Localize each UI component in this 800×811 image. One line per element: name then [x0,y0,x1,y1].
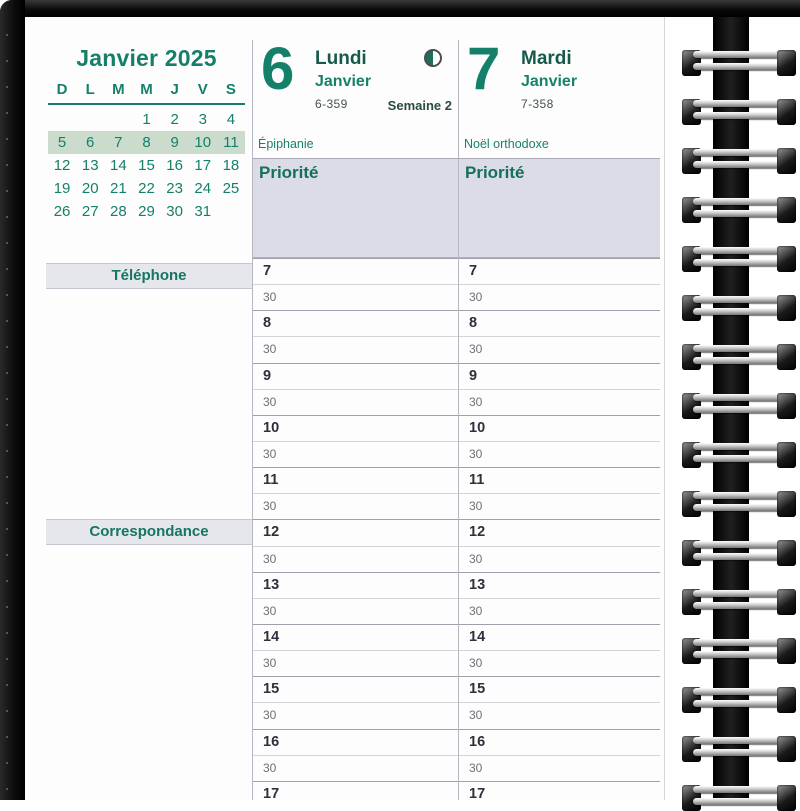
mini-calendar-day: 17 [194,157,212,174]
time-grid [459,258,660,800]
mini-calendar-day: 15 [138,157,155,174]
mini-calendar-day: 8 [142,134,151,151]
time-slot-half-hour: 30 [459,650,660,676]
mini-calendar [48,45,245,223]
mini-calendar-day: 26 [53,203,71,220]
binding-coil [682,344,796,370]
mini-calendar-day [104,108,132,131]
time-slot-hour: 17 [459,781,660,800]
mini-calendar-day: 11 [223,134,239,151]
mini-calendar-day: 9 [170,134,179,151]
holiday-label: Épiphanie [258,137,314,151]
time-slot-hour: 7 [459,258,660,284]
mini-calendar-day: 27 [81,203,99,220]
mini-calendar-weeks [48,108,245,223]
mini-calendar-day: 30 [166,203,183,220]
priority-label: Priorité [259,163,319,182]
time-slot-hour: 16 [253,729,458,755]
binding-coil [682,295,796,321]
day-number: 7 [467,35,501,102]
day-name: Mardi [521,48,572,69]
mini-calendar-day-header: M [112,81,125,98]
mini-calendar-day: 18 [222,157,240,174]
time-slot-hour: 9 [253,363,458,389]
time-slot-half-hour: 30 [253,546,458,572]
time-slot-hour: 15 [253,676,458,702]
time-slot-hour: 14 [459,624,660,650]
mini-calendar-day: 13 [81,157,99,174]
day-of-year-counter: 7-358 [521,97,554,111]
time-slot-hour: 10 [253,415,458,441]
day-name: Lundi [315,48,367,69]
time-slot-hour: 8 [253,310,458,336]
priority-section [253,158,458,258]
binding-coil [682,540,796,566]
mini-calendar-day: 2 [170,111,179,128]
time-slot-hour: 14 [253,624,458,650]
mini-calendar-day: 7 [114,134,123,151]
binding-coil [682,442,796,468]
time-slot-half-hour: 30 [459,441,660,467]
mini-calendar-day: 23 [166,180,183,197]
time-slot-half-hour: 30 [459,755,660,781]
time-slot-hour: 15 [459,676,660,702]
binding-coil [682,50,796,76]
day-of-year-counter: 6-359 [315,97,348,111]
mini-calendar-day: 20 [81,180,99,197]
day-number: 6 [261,35,295,102]
cover-left-edge [0,0,25,800]
mini-calendar-day: 29 [138,203,155,220]
binding-coil [682,197,796,223]
mini-calendar-day-header: S [225,81,236,98]
time-slot-half-hour: 30 [253,493,458,519]
mini-calendar-day: 21 [110,180,127,197]
mini-calendar-day: 16 [166,157,183,174]
mini-calendar-day [76,108,104,131]
time-slot-half-hour: 30 [459,598,660,624]
mini-calendar-day-header: M [140,81,153,98]
mini-calendar-day: 24 [194,180,212,197]
time-slot-half-hour: 30 [253,336,458,362]
binding-coil [682,393,796,419]
mini-calendar-day: 3 [198,111,207,128]
time-slot-hour: 11 [459,467,660,493]
mini-calendar-divider [48,103,245,105]
time-slot-half-hour: 30 [253,702,458,728]
priority-section [459,158,660,258]
mini-calendar-day: 5 [57,134,67,151]
binding-coil [682,785,796,811]
mini-calendar-day: 10 [194,134,212,151]
time-slot-half-hour: 30 [459,546,660,572]
time-slot-half-hour: 30 [253,650,458,676]
time-slot-half-hour: 30 [459,493,660,519]
mini-calendar-day: 4 [226,111,236,128]
moon-phase-icon [424,49,442,67]
mini-calendar-week-row [48,200,245,223]
time-slot-hour: 9 [459,363,660,389]
mini-calendar-day-header: J [170,81,179,98]
time-slot-half-hour: 30 [459,389,660,415]
mini-calendar-day-header: L [85,81,95,98]
mini-calendar-day: 12 [53,157,71,174]
time-slot-hour: 10 [459,415,660,441]
time-slot-hour: 12 [253,519,458,545]
time-slot-half-hour: 30 [459,284,660,310]
mini-calendar-day: 1 [142,111,151,128]
mini-calendar-day [48,108,76,131]
holiday-label: Noël orthodoxe [464,137,549,151]
mini-calendar-day-header: D [56,81,68,98]
time-slot-half-hour: 30 [459,702,660,728]
week-number-label: Semaine 2 [387,98,452,113]
binding-coil [682,148,796,174]
time-slot-hour: 16 [459,729,660,755]
mini-calendar-current-week-row [48,131,245,154]
time-slot-half-hour: 30 [253,598,458,624]
mini-calendar-day: 6 [86,134,95,151]
day-column-monday [252,35,458,800]
time-slot-half-hour: 30 [253,389,458,415]
binding-coil [682,638,796,664]
day-header [459,35,660,135]
binding-coil [682,687,796,713]
mini-calendar-day-header: V [197,81,208,98]
binding-coil [682,246,796,272]
time-slot-hour: 7 [253,258,458,284]
mini-calendar-day: 28 [110,203,127,220]
time-slot-hour: 11 [253,467,458,493]
day-column-tuesday [458,35,660,800]
binding-coil [682,736,796,762]
day-month: Janvier [521,73,578,90]
time-slot-hour: 17 [253,781,458,800]
mini-calendar-title: Janvier 2025 [76,45,217,71]
mini-calendar-day-header-row [48,81,245,98]
time-grid [253,258,458,800]
priority-label: Priorité [465,163,525,182]
planner-page [25,17,665,800]
mini-calendar-day: 25 [222,180,240,197]
time-slot-half-hour: 30 [253,755,458,781]
time-slot-half-hour: 30 [459,336,660,362]
time-slot-hour: 13 [253,572,458,598]
binding-coil [682,99,796,125]
sidebar-section-correspondance: Correspondance [46,519,252,545]
day-month: Janvier [315,73,372,90]
cover-top-edge [0,0,800,17]
time-slot-hour: 13 [459,572,660,598]
mini-calendar-week-row [48,177,245,200]
mini-calendar-week-row [48,154,245,177]
mini-calendar-day: 14 [110,157,127,174]
day-header [253,35,458,135]
mini-calendar-day: 19 [53,180,71,197]
mini-calendar-day: 31 [194,203,212,220]
mini-calendar-week-row [48,108,245,131]
binding-coil [682,589,796,615]
mini-calendar-day [217,200,245,223]
binding-coil [682,491,796,517]
sidebar-section-telephone: Téléphone [46,263,252,289]
time-slot-hour: 12 [459,519,660,545]
time-slot-half-hour: 30 [253,441,458,467]
mini-calendar-day: 22 [138,180,155,197]
time-slot-half-hour: 30 [253,284,458,310]
time-slot-hour: 8 [459,310,660,336]
